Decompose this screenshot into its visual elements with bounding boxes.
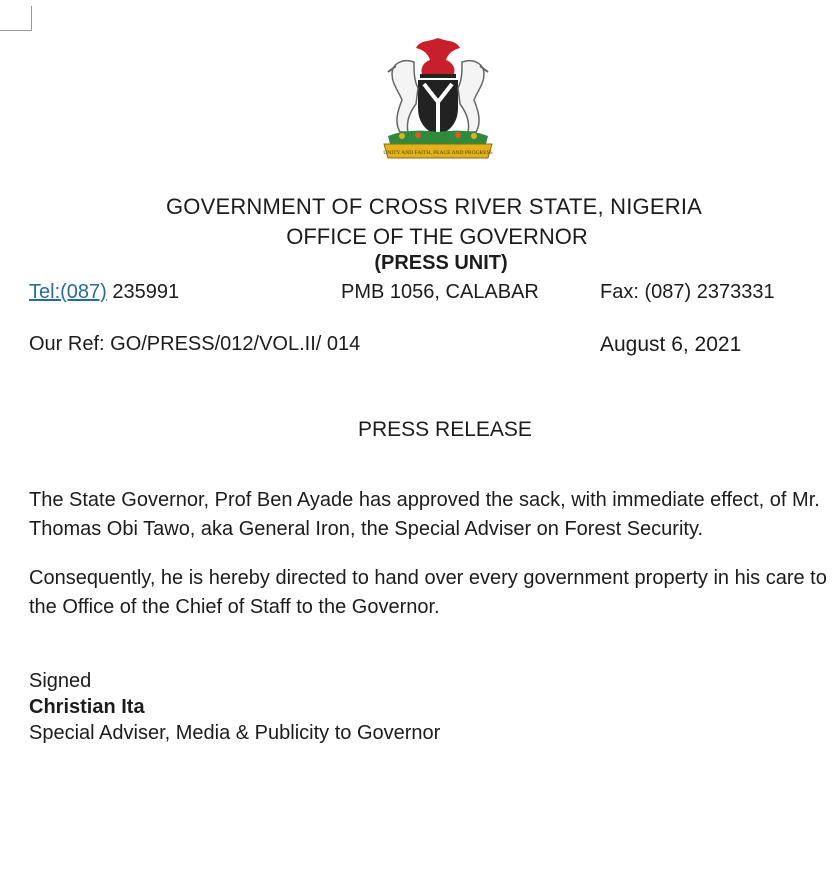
signatory-title: Special Adviser, Media & Publicity to Governor: [29, 722, 441, 744]
letterhead-line-3: (PRESS UNIT): [374, 252, 508, 274]
body-paragraph-2: Consequently, he is hereby directed to hand over every government property in his care to the Office of the Chief of Staff to the Governor.: [29, 567, 827, 618]
letterhead-line-1: GOVERNMENT OF CROSS RIVER STATE, NIGERIA: [165, 194, 703, 219]
release-date: August 6, 2021: [600, 333, 742, 356]
signatory-name: Christian Ita: [29, 696, 145, 718]
body-paragraph-1: The State Governor, Prof Ben Ayade has approved the sack, with immediate effect, of Mr. Thomas Obi Tawo, aka General Iron, the Special Adviser on Forest Security.: [29, 489, 820, 540]
coat-of-arms-icon: [358, 32, 518, 164]
page-corner-mark: [0, 6, 32, 31]
telephone-link[interactable]: Tel:(087): [29, 281, 107, 303]
document-title: PRESS RELEASE: [358, 418, 532, 441]
telephone-number: 235991: [106, 281, 180, 303]
letterhead-line-2: OFFICE OF THE GOVERNOR: [286, 224, 588, 249]
coat-of-arms: [358, 32, 518, 164]
signed-label: Signed: [29, 670, 92, 692]
reference-number: Our Ref: GO/PRESS/012/VOL.II/ 014: [29, 333, 361, 355]
telephone: [29, 281, 179, 304]
fax-number: Fax: (087) 2373331: [600, 281, 775, 303]
signature-block: [29, 668, 440, 746]
postal-address: PMB 1056, CALABAR: [341, 281, 539, 303]
svg-text:UNITY AND FAITH, PEACE AND PRO: UNITY AND FAITH, PEACE AND PROGRESS: [383, 150, 493, 156]
